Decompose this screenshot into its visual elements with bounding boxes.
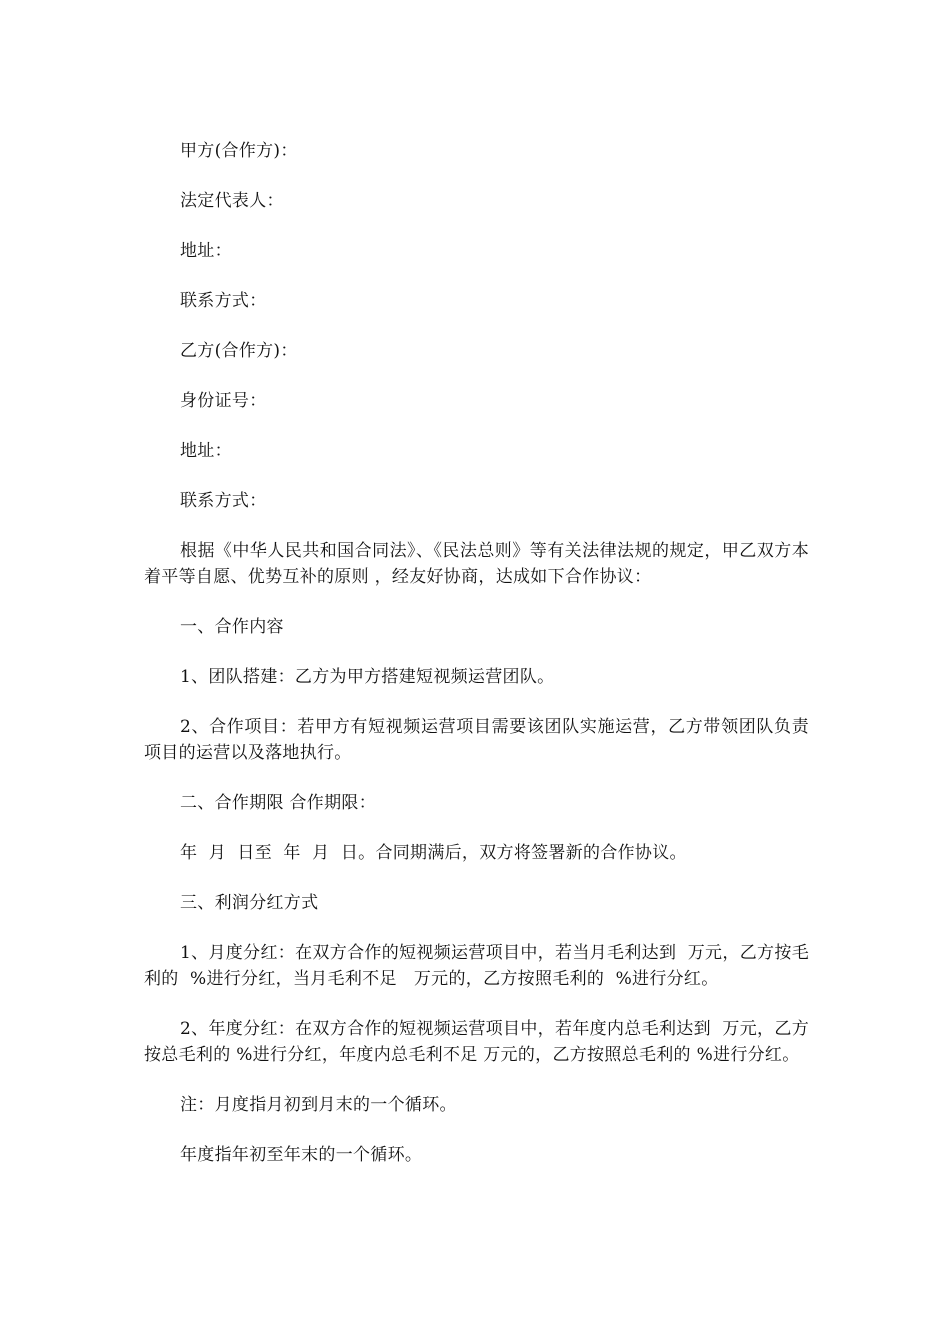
- clause-annual-dividend: 2、年度分红：在双方合作的短视频运营项目中，若年度内总毛利达到 万元，乙方按总毛利的 %进行分红，年度内总毛利不足 万元的，乙方按照总毛利的 %进行分红。: [144, 1019, 809, 1065]
- clause-cooperation-project: 2、合作项目：若甲方有短视频运营项目需要该团队实施运营，乙方带领团队负责项目的运营以及落地执行。: [144, 717, 809, 763]
- section-heading-profit-sharing: 三、利润分红方式: [180, 893, 319, 913]
- clause-monthly-dividend: 1、月度分红：在双方合作的短视频运营项目中，若当月毛利达到 万元，乙方按毛利的 %进行分红，当月毛利不足 万元的，乙方按照毛利的 %进行分红。: [144, 943, 809, 989]
- clause-team-building: 1、团队搭建：乙方为甲方搭建短视频运营团队。: [180, 667, 555, 687]
- clause-term-dates: 年 月 日至 年 月 日。合同期满后，双方将签署新的合作协议。: [180, 843, 687, 863]
- party-b-contact-line: 联系方式：: [180, 491, 267, 511]
- party-a-contact-line: 联系方式：: [180, 291, 267, 311]
- document-body: [144, 138, 809, 1192]
- note-monthly-definition: 注：月度指月初到月末的一个循环。: [180, 1095, 457, 1115]
- legal-representative-line: 法定代表人：: [180, 191, 284, 211]
- section-heading-cooperation-content: 一、合作内容: [180, 617, 284, 637]
- id-number-line: 身份证号：: [180, 391, 267, 411]
- party-b-address-line: 地址：: [180, 441, 232, 461]
- section-heading-cooperation-term: 二、合作期限 合作期限：: [180, 793, 377, 813]
- party-a-address-line: 地址：: [180, 241, 232, 261]
- party-a-line: 甲方(合作方)：: [180, 141, 298, 161]
- preamble-paragraph: 根据《中华人民共和国合同法》、《民法总则》等有关法律法规的规定，甲乙双方本着平等自愿、优势互补的原则 ，经友好协商，达成如下合作协议：: [144, 541, 809, 587]
- party-b-line: 乙方(合作方)：: [180, 341, 298, 361]
- note-annual-definition: 年度指年初至年末的一个循环。: [180, 1145, 423, 1165]
